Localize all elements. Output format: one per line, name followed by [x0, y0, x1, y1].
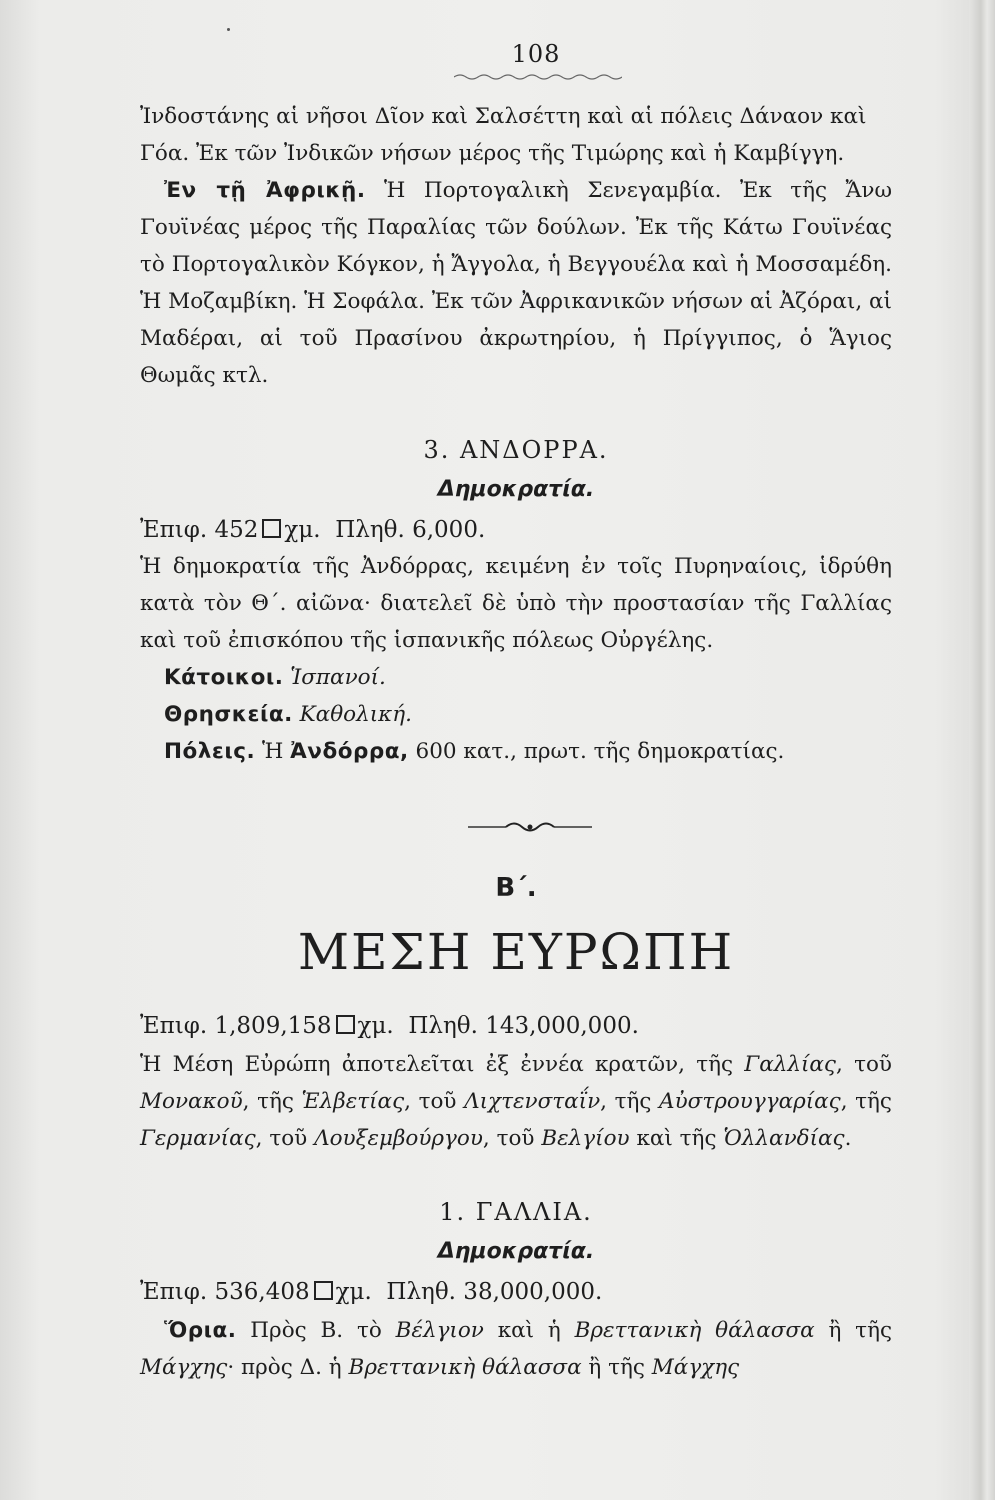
- country-liechtenstein: Λιχτενσταΐν: [464, 1089, 601, 1114]
- page-number: 108: [511, 40, 561, 68]
- sep: , τῆς: [840, 1089, 892, 1114]
- andorra-population: Πληθ. 6,000.: [335, 517, 486, 543]
- border-channel: Μάγχης: [651, 1355, 740, 1380]
- africa-lead: Ἐν τῇ Ἀφρικῇ.: [164, 178, 366, 203]
- france-area-line: [140, 1272, 892, 1312]
- andorra-inhabitants: [140, 659, 892, 696]
- andorra-heading: 3. ΑΝΔΟΡΡΑ.: [423, 436, 609, 464]
- me-desc-pre: Ἡ Μέση Εὐρώπη ἀποτελεῖται ἐξ ἐννέα κρατῶν, τῆς: [140, 1052, 745, 1077]
- square-icon: [262, 519, 281, 538]
- andorra-area-unit: χμ.: [284, 517, 321, 543]
- africa-text: [140, 172, 892, 394]
- france-section: [140, 1192, 892, 1386]
- me-area-unit: χμ.: [357, 1013, 394, 1039]
- country-luxembourg: Λουξεμβούργου: [314, 1126, 483, 1151]
- cities-city: Ἀνδόρρα,: [290, 739, 409, 764]
- borders-text: · πρὸς Δ. ἡ: [227, 1355, 349, 1380]
- africa-body: Ἡ Πορτογαλικὴ Σενεγαμβία. Ἐκ τῆς Ἄνω Γουϊνέας μέρος τῆς Παραλίας τῶν δούλων. Ἐκ τῆς Κάτω Γουϊνέας τὸ Πορτογαλικὸν Κόγκον, ἡ Ἄγγολα, ἡ Βεγγουέλα καὶ ἡ Μοσσαμέδη. Ἡ Μοζαμβίκη. Ἡ Σοφάλα. Ἐκ τῶν Ἀφρικανικῶν νήσων αἱ Ἀζόραι, αἱ Μαδέραι, αἱ τοῦ Πρασίνου ἀκρωτηρίου, ἡ Πρίγγιπος, ὁ Ἅγιος Θωμᾶς κτλ.: [140, 178, 892, 388]
- intro-line-1: Ἰνδοστάνης αἱ νῆσοι Δῖον καὶ Σαλσέττη καὶ αἱ πόλεις Δάναον καὶ: [140, 104, 867, 129]
- section-ornament: [466, 818, 594, 834]
- middle-europe-area-line: [140, 1006, 892, 1046]
- sep: καὶ τῆς: [629, 1126, 724, 1151]
- andorra-area: Ἐπιφ. 452: [140, 517, 259, 543]
- religion-label: Θρησκεία.: [164, 702, 293, 727]
- speck: [227, 28, 230, 31]
- country-france: Γαλλίας: [744, 1052, 836, 1077]
- page-number-rule: [454, 72, 622, 82]
- border-british-sea: Βρεττανικὴ θάλασσα: [348, 1355, 582, 1380]
- borders-text: Πρὸς Β. τὸ: [236, 1318, 396, 1343]
- middle-europe-description: [140, 1046, 892, 1157]
- religion-value: Καθολική.: [292, 702, 412, 727]
- andorra-subheading: Δημοκρατία.: [437, 477, 595, 502]
- france-population: Πληθ. 38,000,000.: [386, 1279, 603, 1305]
- france-subheading: Δημοκρατία.: [437, 1239, 595, 1264]
- border-channel: Μάγχης: [140, 1355, 228, 1380]
- sep: , τοῦ: [835, 1052, 892, 1077]
- cities-post: 600 κατ., πρωτ. τῆς δημοκρατίας.: [408, 739, 785, 764]
- andorra-section: [140, 430, 892, 770]
- borders-text: ἢ τῆς: [581, 1355, 652, 1380]
- border-belgium: Βέλγιον: [395, 1318, 484, 1343]
- cities-pre: Ἡ: [255, 739, 291, 764]
- sep: , τοῦ: [255, 1126, 315, 1151]
- inhabitants-label: Κάτοικοι.: [164, 665, 284, 690]
- andorra-description: Ἡ δημοκρατία τῆς Ἀνδόρρας, κειμένη ἐν τοῖς Πυρηναίοις, ἱδρύθη κατὰ τὸν Θ΄. αἰῶνα· διατελεῖ δὲ ὑπὸ τὴν προστασίαν τῆς Γαλλίας καὶ τοῦ ἐπισκόπου τῆς ἱσπανικῆς πόλεως Οὐργέλης.: [140, 554, 892, 653]
- page-gutter: [969, 0, 995, 1500]
- france-borders: [140, 1312, 892, 1386]
- africa-paragraph: [140, 172, 892, 394]
- intro-paragraph: [140, 98, 892, 172]
- middle-europe-section: [140, 868, 892, 1157]
- intro-line-2: Γόα. Ἐκ τῶν Ἰνδικῶν νήσων μέρος τῆς Τιμώρης καὶ ἡ Καμβίγγη.: [140, 141, 845, 166]
- borders-text: ἢ τῆς: [814, 1318, 892, 1343]
- me-area: Ἐπιφ. 1,809,158: [140, 1013, 332, 1039]
- me-population: Πληθ. 143,000,000.: [408, 1013, 639, 1039]
- france-heading: 1. ΓΑΛΛΙΑ.: [439, 1198, 593, 1226]
- france-area-unit: χμ.: [335, 1279, 372, 1305]
- country-monaco: Μονακοῦ: [140, 1089, 243, 1114]
- cities-label: Πόλεις.: [164, 739, 256, 764]
- sep: , τῆς: [600, 1089, 660, 1114]
- borders-label: Ὅρια.: [164, 1318, 237, 1343]
- country-belgium: Βελγίου: [541, 1126, 630, 1151]
- inhabitants-value: Ἱσπανοί.: [283, 665, 386, 690]
- country-netherlands: Ὁλλανδίας: [723, 1126, 845, 1151]
- andorra-cities: [140, 733, 892, 770]
- country-germany: Γερμανίας: [140, 1126, 256, 1151]
- france-area: Ἐπιφ. 536,408: [140, 1279, 310, 1305]
- sep: , τοῦ: [482, 1126, 542, 1151]
- borders-text: καὶ ἡ: [483, 1318, 575, 1343]
- middle-europe-title: ΜΕΣΗ ΕΥΡΩΠΗ: [297, 923, 735, 981]
- country-austria-hungary: Αὐστρουγγαρίας: [659, 1089, 841, 1114]
- sep: , τοῦ: [404, 1089, 465, 1114]
- andorra-religion: [140, 696, 892, 733]
- country-switzerland: Ἑλβετίας: [301, 1089, 405, 1114]
- sep: , τῆς: [242, 1089, 302, 1114]
- andorra-area-line: [140, 510, 892, 550]
- square-icon: [336, 1015, 355, 1034]
- section-letter: Β΄.: [495, 873, 537, 903]
- border-british-sea: Βρεττανικὴ θάλασσα: [574, 1318, 815, 1343]
- square-icon: [314, 1281, 333, 1300]
- sep: .: [844, 1126, 852, 1151]
